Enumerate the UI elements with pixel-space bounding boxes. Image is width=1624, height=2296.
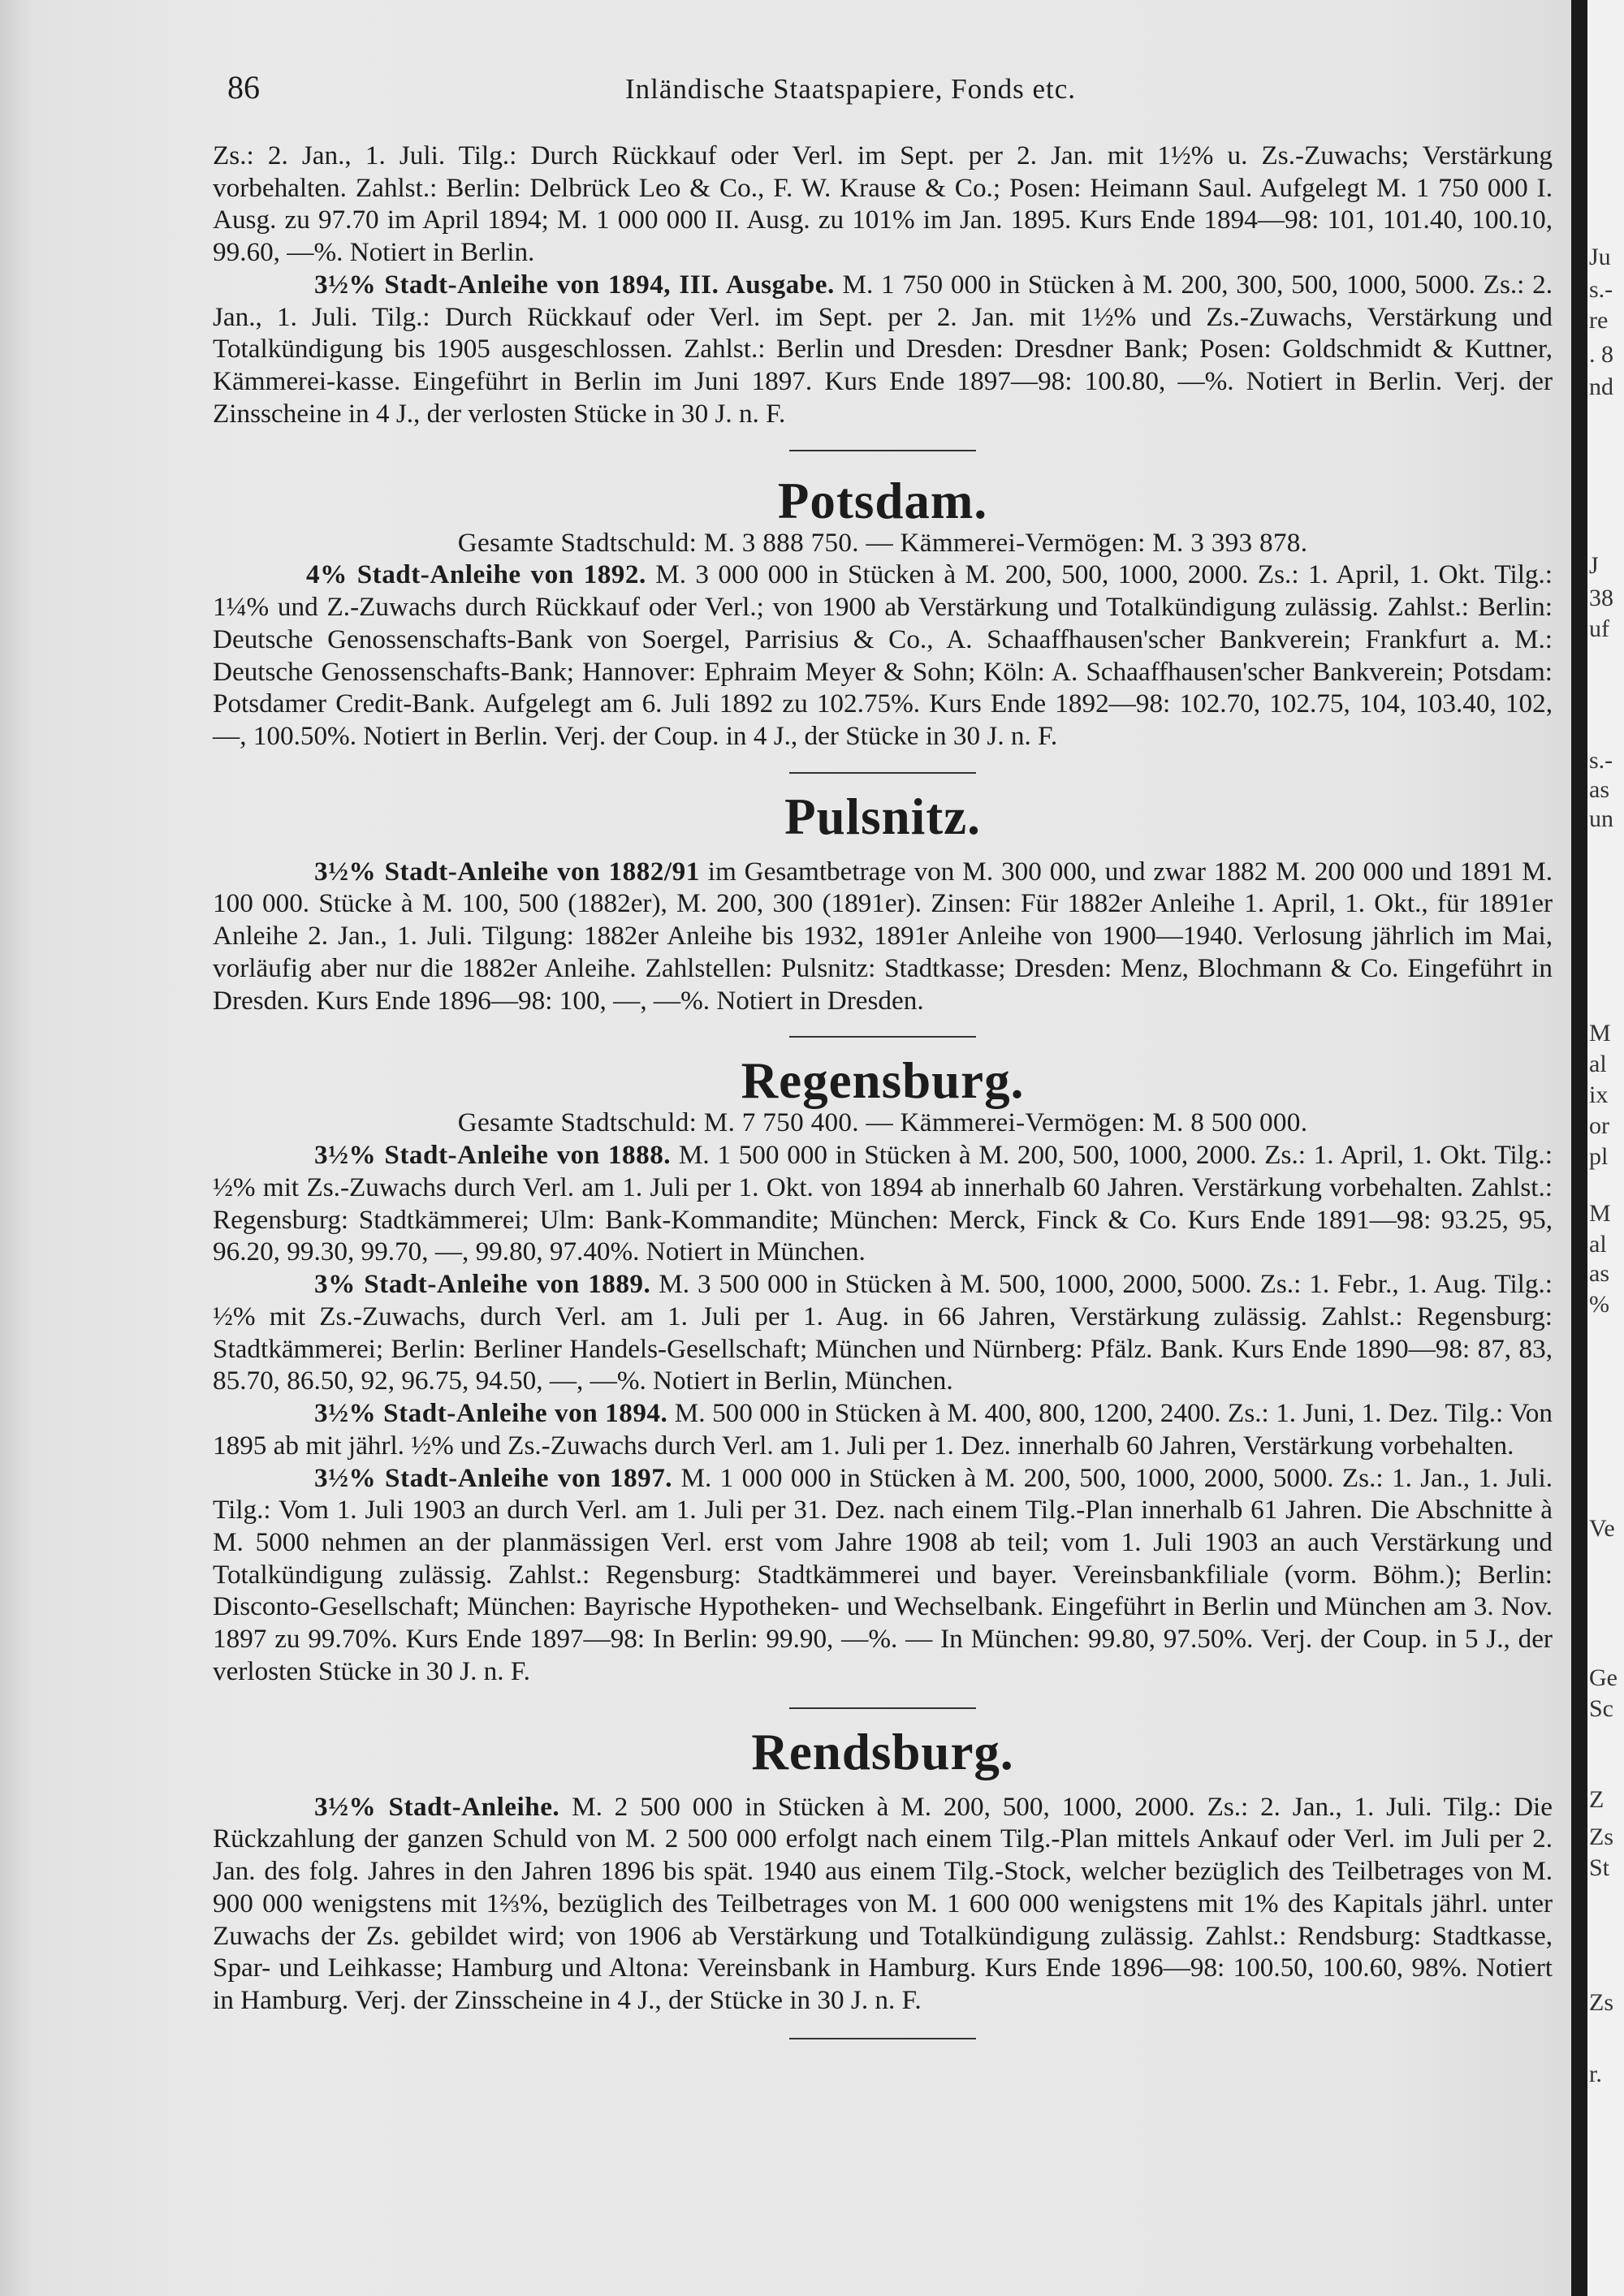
margin-fragment: al [1589,1051,1607,1077]
margin-fragment: Zs [1589,1989,1613,2016]
page-number: 86 [227,69,260,106]
bond-entry [213,1139,1553,1268]
bond-title: 3½% Stadt-Anleihe von 1894. [314,1398,668,1429]
margin-fragment: un [1589,805,1613,832]
book-gutter [1571,0,1587,2296]
bond-entry [213,269,1553,430]
margin-fragment: Sc [1589,1695,1613,1722]
city-debt-summary: Gesamte Stadtschuld: M. 3 888 750. — Kämmerei-Vermögen: M. 3 393 878. [457,527,1308,558]
bond-entry [213,1397,1553,1461]
margin-fragment: St [1589,1854,1610,1881]
margin-fragment: Zs [1589,1823,1613,1850]
margin-fragment: J [1589,552,1599,579]
section-divider [789,1707,976,1709]
city-heading-potsdam: Potsdam. [777,472,988,529]
bond-title: 3½% Stadt-Anleihe von 1888. [314,1140,672,1171]
bond-text: M. 2 500 000 in Stücken à M. 200, 500, 1000, 2000. Zs.: 2. Jan., 1. Juli. Tilg.: Die Rückzahlung der ganzen Schuld von M. 2 500 000 erfolgt nach einem Tilg.-Plan mittels Ankauf oder Verl. im Juli per 2. Jan. des folg. Jahres in den Jahren 1896 bis spät. 1940 aus einem Tilg.-Stock, welcher bezüglich des Teilbetrages von M. 900 000 wenigstens mit 1⅔%, bezüglich des Teilbetrages von M. 1 600 000 wenigstens mit 1% des Kapitals jährl. unter Zuwachs der Zs. gebildet wird; von 1906 ab Verstärkung und Totalkündigung zulässig. Zahlst.: Rendsburg: Stadtkasse, Spar- und Leihkasse; Hamburg und Altona: Vereinsbank in Hamburg. Kurs Ende 1896—98: 100.50, 100.60, 98%. Notiert in Hamburg. Verj. der Zinsscheine in 4 J., der Stücke in 30 J. n. F. [213,1791,1553,2016]
margin-fragment: Z [1589,1786,1605,1813]
running-title: Inländische Staatspapiere, Fonds etc. [625,73,1077,105]
page-body [213,140,1553,2039]
margin-fragment: as [1589,1260,1609,1287]
bond-entry [213,1791,1553,2017]
bond-text: M. 1 500 000 in Stücken à M. 200, 500, 1000, 2000. Zs.: 1. April, 1. Okt. Tilg.: ½% mit Zs.-Zuwachs durch Verl. am 1. Juli per 1. Okt. von 1894 ab innerhalb 60 Jahren. Verstärkung vorbehalten. Zahlst.: Regensburg: Stadtkämmerei; Ulm: Bank-Kommandite; München: Merck, Finck & Co. Kurs Ende 1891—98: 93.25, 95, 96.20, 99.30, 99.70, —, 99.80, 97.40%. Notiert in München. [213,1140,1553,1267]
margin-fragment: s.- [1589,276,1613,303]
bond-text: M. 3 000 000 in Stücken à M. 200, 500, 1000, 2000. Zs.: 1. April, 1. Okt. Tilg.: 1¼% und Z.-Zuwachs durch Rückkauf oder Verl.; von 1900 ab Verstärkung und Totalkündigung zulässig. Zahlst.: Berlin: Deutsche Genossenschafts-Bank von Soergel, Parrisius & Co., A. Schaaffhausen'scher Bankverein; Frankfurt a. M.: Deutsche Genossenschafts-Bank; Hannover: Ephraim Meyer & Sohn; Köln: A. Schaaffhausen'scher Bankverein; Potsdam: Potsdamer Credit-Bank. Aufgelegt am 6. Juli 1892 zu 102.75%. Kurs Ende 1892—98: 102.70, 102.75, 104, 103.40, 102, —, 100.50%. Notiert in Berlin. Verj. der Coup. in 4 J., der Stücke in 30 J. n. F. [213,559,1553,752]
city-debt-summary: Gesamte Stadtschuld: M. 7 750 400. — Kämmerei-Vermögen: M. 8 500 000. [457,1107,1308,1138]
bond-title: 3½% Stadt-Anleihe. [314,1791,560,1822]
page-header [227,68,1559,109]
bond-title: 3% Stadt-Anleihe von 1889. [314,1269,651,1300]
city-heading-rendsburg: Rendsburg. [751,1723,1014,1780]
bond-text: im Gesamtbetrage von M. 300 000, und zwar 1882 M. 200 000 und 1891 M. 100 000. Stücke à M. 100, 500 (1882er), M. 200, 300 (1891er). Zinsen: Für 1882er Anleihe 1. April, 1. Okt., für 1891er Anleihe 2. Jan., 1. Juli. Tilgung: 1882er Anleihe bis 1932, 1891er Anleihe von 1900—1940. Verlosung jährlich im Mai, vorläufig aber nur die 1882er Anleihe. Zahlstellen: Pulsnitz: Stadtkasse; Dresden: Menz, Blochmann & Co. Eingeführt in Dresden. Kurs Ende 1896—98: 100, —, —%. Notiert in Dresden. [213,856,1553,1016]
bond-title: 3½% Stadt-Anleihe von 1882/91 [314,856,700,887]
section-divider [789,450,976,451]
margin-fragment: . 8 [1589,341,1613,368]
margin-fragment: s.- [1589,747,1613,774]
margin-fragment: Ve [1589,1515,1615,1542]
bond-entry [213,856,1553,1017]
bond-title: 4% Stadt-Anleihe von 1892. [306,559,646,590]
bond-entry [213,1268,1553,1397]
city-heading-pulsnitz: Pulsnitz. [784,788,981,845]
section-divider [789,2038,976,2039]
bond-text: M. 1 000 000 in Stücken à M. 200, 500, 1000, 2000, 5000. Zs.: 1. Jan., 1. Juli. Tilg.: Vom 1. Juli 1903 an durch Verl. am 1. Juli per 31. Dez. nach einem Tilg.-Plan innerhalb 61 Jahren. Die Abschnitte à M. 5000 nehmen an der planmässigen Verl. erst vom Jahre 1908 ab teil; vom 1. Juli 1903 an auch Verstärkung und Totalkündigung zulässig. Zahlst.: Regensburg: Stadtkämmerei und bayer. Vereinsbankfiliale (vorm. Böhm.); Berlin: Disconto-Gesellschaft; München: Bayrische Hypotheken- und Wechselbank. Eingeführt in Berlin und München am 3. Nov. 1897 zu 99.70%. Kurs Ende 1897—98: In Berlin: 99.90, —%. — In München: 99.80, 97.50%. Verj. der Coup. in 5 J., der verlosten Stücke in 30 J. n. F. [213,1462,1553,1686]
section-divider [789,1036,976,1038]
margin-fragment: as [1589,776,1609,803]
margin-fragment: nd [1589,373,1613,400]
margin-fragment: uf [1589,615,1609,642]
margin-fragment: % [1589,1291,1609,1318]
margin-fragment: pl [1589,1143,1609,1170]
bond-title: 3½% Stadt-Anleihe von 1894, III. Ausgabe. [314,269,835,300]
margin-fragment: ix [1589,1081,1609,1108]
margin-fragment: r. [1589,2061,1602,2087]
bond-text: M. 500 000 in Stücken à M. 400, 800, 1200, 2400. Zs.: 1. Juni, 1. Dez. Tilg.: Von 1895 ab mit jährl. ½% und Zs.-Zuwachs durch Verl. am 1. Juli per 1. Dez. innerhalb 60 Jahren, Verstärkung vorbehalten. [213,1398,1553,1461]
bond-text: M. 1 750 000 in Stücken à M. 200, 300, 500, 1000, 5000. Zs.: 2. Jan., 1. Juli. Tilg.: Durch Rückkauf oder Verl. im Sept. per 2. Jan. mit 1½% und Zs.-Zuwachs, Verstärkung und Totalkündigung bis 1905 ausgeschlossen. Zahlst.: Berlin und Dresden: Dresdner Bank; Posen: Goldschmidt & Kuttner, Kämmerei-kasse. Eingeführt in Berlin im Juni 1897. Kurs Ende 1897—98: 100.80, —%. Notiert in Berlin. Verj. der Zinsscheine in 4 J., der verlosten Stücke in 30 J. n. F. [213,269,1553,429]
margin-fragment: re [1589,307,1609,334]
margin-fragment: M [1589,1200,1611,1227]
bond-entry [213,559,1553,752]
bond-title: 3½% Stadt-Anleihe von 1897. [314,1462,673,1493]
continuation-paragraph: Zs.: 2. Jan., 1. Juli. Tilg.: Durch Rückkauf oder Verl. im Sept. per 2. Jan. mit 1½% u. Zs.-Zuwachs; Verstärkung vorbehalten. Zahlst.: Berlin: Delbrück Leo & Co., F. W. Krause & Co.; Posen: Heimann Saul. Aufgelegt M. 1 750 000 I. Ausg. zu 97.70 im April 1894; M. 1 000 000 II. Ausg. zu 101% im Jan. 1895. Kurs Ende 1894—98: 101, 101.40, 100.10, 99.60, —%. Notiert in Berlin. [213,140,1553,268]
section-divider [789,772,976,774]
city-heading-regensburg: Regensburg. [741,1052,1025,1110]
margin-fragment: 38 [1589,585,1613,611]
margin-fragment: or [1589,1112,1609,1139]
margin-fragment: al [1589,1231,1607,1258]
bond-entry [213,1462,1553,1688]
margin-fragment: Ge [1589,1664,1618,1691]
facing-page-edge [1587,0,1624,2296]
margin-fragment: M [1589,1020,1611,1047]
margin-fragment: Ju [1589,244,1611,270]
bond-text: M. 3 500 000 in Stücken à M. 500, 1000, 2000, 5000. Zs.: 1. Febr., 1. Aug. Tilg.: ½% mit Zs.-Zuwachs, durch Verl. am 1. Juli per 1. Aug. in 66 Jahren, Verstärkung zulässig. Zahlst.: Regensburg: Stadtkämmerei; Berlin: Berliner Handels-Gesellschaft; München und Nürnberg: Pfälz. Bank. Kurs Ende 1890—98: 87, 83, 85.70, 86.50, 92, 96.75, 94.50, —, —%. Notiert in Berlin, München. [213,1269,1553,1396]
